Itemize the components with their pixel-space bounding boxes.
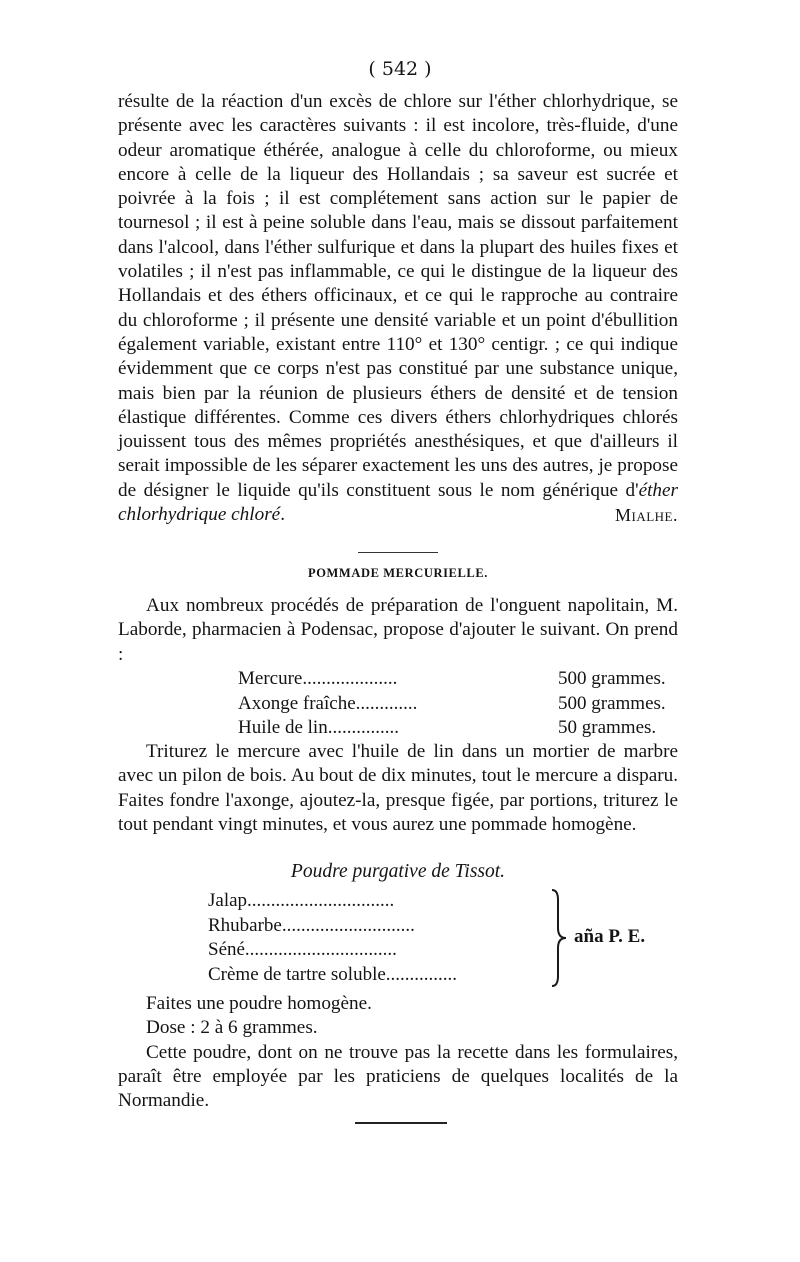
section-title: POMMADE MERCURIELLE. <box>307 566 489 580</box>
end-divider <box>355 1122 447 1124</box>
tissot-item: Séné................................ <box>208 939 397 961</box>
tissot-item: Rhubarbe............................ <box>208 914 415 936</box>
section-divider <box>358 552 438 553</box>
recipe-row <box>238 667 666 692</box>
tissot-item: Jalap............................... <box>208 890 395 911</box>
tissot-item: Crème de tartre soluble............... <box>208 963 458 985</box>
paragraph-homogene <box>118 992 678 1113</box>
recipe-row <box>238 692 666 717</box>
recipe-ingredient: Axonge fraîche............. <box>238 692 418 714</box>
paragraph3-text: Triturez le mercure avec l'huile de lin dans un mortier de marbre avec un pilon de bois. Au bout de dix minutes, tout le mercure a disparu. Faites fondre l'axonge, ajoutez-la, presque figée, par portions, triturez le tout pendant vingt minutes, et vous aurez une pommade homogène. <box>118 741 678 835</box>
paragraph-laborde <box>118 594 678 667</box>
recipe-row <box>238 716 658 741</box>
recipe-quantity: 50 grammes. <box>558 717 657 738</box>
paragraph1-end: . <box>280 504 285 526</box>
paragraph4-text: Faites une poudre homogène. <box>146 993 372 1014</box>
paragraph5-text: Cette poudre, dont on ne trouve pas la recette dans les formulaires, paraît être employée par les praticiens de quelques localités de la Normandie. <box>118 1041 678 1112</box>
curly-brace-icon <box>548 888 570 988</box>
recipe-ingredient: Huile de lin............... <box>238 717 399 738</box>
page-number: ( 542 ) <box>368 58 432 80</box>
paragraph-mialhe <box>118 90 678 527</box>
recipe-quantity: 500 grammes. <box>558 692 666 714</box>
tissot-ingredients <box>208 889 548 987</box>
recipe-quantity: 500 grammes. <box>558 668 666 689</box>
paragraph-trituration <box>118 740 678 837</box>
paragraph1-text: résulte de la réaction d'un excès de chlore sur l'éther chlorhydrique, se présente avec les caractères suivants : il est incolore, très-fluide, d'une odeur aromatique éthérée, analogue à celle du chloroforme, ou mieux encore à celle de la liqueur des Hollandais ; sa saveur est sucrée et poivrée à la fois ; il est complétement sans action sur le papier de tournesol ; il est à peine soluble dans l'eau, mais se dissout parfaitement dans l'alcool, dans l'éther sulfurique et dans la plupart des huiles fixes et volatiles ; il n'est pas inflammable, ce qui le distingue de la liqueur des Hollandais et des éthers officinaux, et ce qui le rapproche au contraire du chloroforme ; il présente une densité variable et un point d'ébullition également variable, existant entre 110° et 130° centigr. ; ce qui indique évidemment que ce corps n'est pas constitué par une substance unique, mais bien par la réunion de plusieurs éthers de densité et de tension élastique différentes. Comme ces divers éthers chlorhydriques chlorés jouissent tous des mêmes propriétés anesthésiques, et que d'ailleurs il serait impossible de les séparer exactement les uns des autres, je propose de désigner le liquide qu'ils constituent sous le nom générique d' <box>118 91 678 501</box>
recipe-list <box>238 667 666 741</box>
author-signature: Mialhe. <box>615 505 678 526</box>
brace-label: aña P. E. <box>574 926 646 947</box>
italic-term: éther chlorhydrique chloré <box>118 479 678 526</box>
dose-text: Dose : 2 à 6 grammes. <box>146 1017 318 1039</box>
recipe-ingredient: Mercure.................... <box>238 668 398 689</box>
paragraph2-text: Aux nombreux procédés de préparation de l'onguent napolitain, M. Laborde, pharmacien à Podensac, propose d'ajouter le suivant. On prend : <box>118 595 678 665</box>
recipe-subtitle: Poudre purgative de Tissot. <box>290 861 506 882</box>
